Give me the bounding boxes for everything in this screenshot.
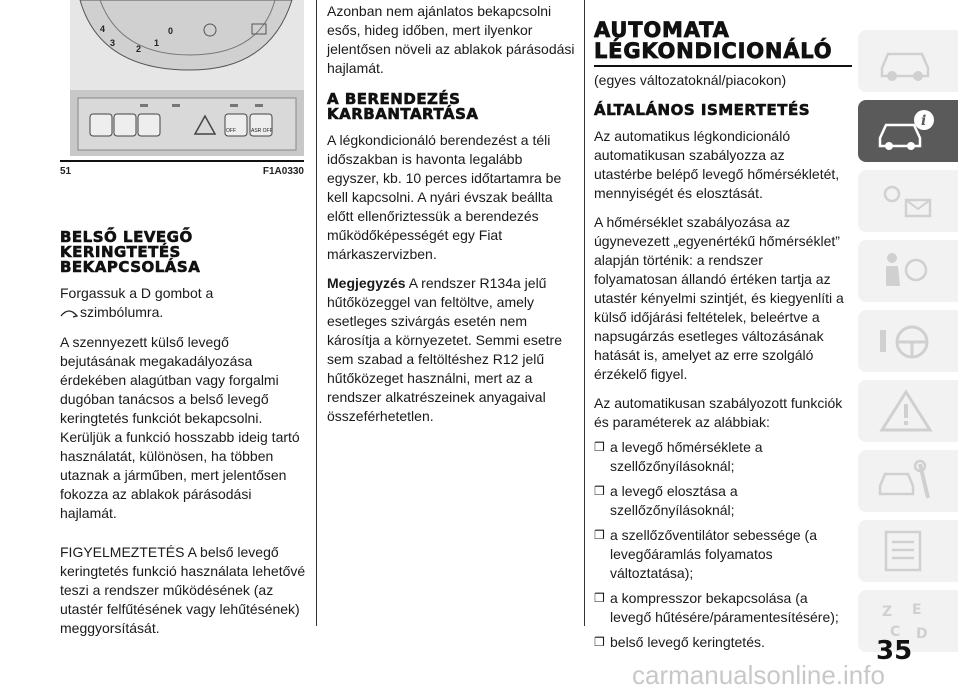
tab-maintenance[interactable] [858, 450, 958, 512]
heading-maintenance: A BERENDEZÉS KARBANTARTÁSA [327, 90, 479, 123]
figure-ref: 51 [60, 166, 72, 177]
warning-triangle-icon [876, 388, 936, 434]
dashboard-photo [70, 0, 304, 156]
paragraph-maintenance: A légkondicionáló berendezést a téli időszakban is havonta legalább egyszer, kb. 10 perces időtartamra be kell kapcsolni. A nyári évszak beállta előtt ellenőriztessük a berendezés működőképességét egy Fiat márkaszervizben. [327, 132, 562, 262]
svg-text:D: D [916, 626, 928, 642]
tab-technical-data[interactable] [858, 520, 958, 582]
paragraph-general-1: Az automatikus légkondicionáló automatikusan szabályozza az utastérbe belépő levegő hőmérsékletét, mennyiségét és elosztását. [594, 128, 840, 201]
light-envelope-icon [876, 178, 936, 224]
paragraph-functions-intro: Az automatikusan szabályozott funkciók és paraméterek az alábbiak: [594, 395, 843, 430]
gauge-label-2: 2 [136, 44, 142, 54]
page-number: 35 [876, 636, 913, 666]
heading-recirculation: BELSŐ LEVEGŐ KERINGTETÉS BEKAPCSOLÁSA [60, 228, 201, 276]
watermark: carmanualsonline.info [632, 660, 885, 690]
svg-text:E: E [912, 602, 922, 618]
paragraph-recirc-intro: Forgassuk a D gombot a szimbólumra. [60, 284, 308, 323]
tab-emergency[interactable] [858, 380, 958, 442]
column-divider-right [584, 0, 585, 626]
svg-text:Z: Z [882, 604, 893, 620]
recirculation-icon [60, 304, 80, 323]
dashboard-illustration-icon [70, 0, 304, 156]
tab-car-info[interactable] [858, 100, 958, 162]
gauge-label-4: 4 [100, 24, 106, 34]
steering-wheel-icon [876, 318, 936, 364]
list-item: ❒ a levegő hőmérséklete a szellőzőnyílásoknál; [594, 439, 763, 474]
subtitle-variants: (egyes változatoknál/piacokon) [594, 72, 787, 88]
car-info-icon [876, 108, 936, 154]
note-label: Megjegyzés [327, 275, 406, 291]
column-2 [327, 2, 577, 426]
off-label: OFF [226, 128, 236, 134]
car-icon [876, 38, 936, 84]
paragraph-humidity: Azonban nem ajánlatos bekapcsolni esős, hideg időben, mert ilyenkor jelentősen növeli az ablakok párásodási hajlamát. [327, 3, 575, 76]
tab-safety[interactable] [858, 240, 958, 302]
paragraph-general-2: A hőmérséklet szabályozása az úgynevezett „egyenértékű hőmérséklet” alapján történik: a rendszer folyamatosan állandó értéken tartja az utastér kényelmi szintjét, és kiegyenlíti a külső időjárási feltételek, beleértve a napsugárzás esetleges változásának hatását is, amelyet az erre szolgáló érzékelő figyel. [594, 214, 844, 382]
list-item: ❒ a szellőzőventilátor sebessége (a levegőáramlás folyamatos változtatása); [594, 527, 818, 581]
paragraph-warning: FIGYELMEZTETÉS A belső levegő keringtetés funkció használata lehetővé teszi a rendszer működésének (az utastér felfűtésének vagy lehűtésének) meggyorsítását. [60, 543, 306, 636]
gauge-label-0: 0 [168, 26, 174, 36]
column-3 [594, 20, 846, 658]
figure-rule [60, 160, 304, 162]
tab-driving[interactable] [858, 310, 958, 372]
paragraph-recirc-usage: A szennyezett külső levegő bejutásának megakadályozása érdekében alagútban vagy forgalmi dugóban tanácsos a belső levegő keringtetés funkciót bekapcsolni. Kerüljük a funkció hosszabb ideig tartó használatát, különösen, ha többen utaznak a járműben, mert jelentősen fokozza az ablakok párásodási hajlamát. [60, 333, 300, 521]
svg-text:C: C [890, 624, 901, 640]
column-divider-left [316, 0, 317, 626]
title-automatic-ac: AUTOMATA LÉGKONDICIONÁLÓ [594, 18, 833, 63]
svg-text:i: i [921, 113, 927, 129]
gauge-label-3: 3 [110, 38, 116, 48]
list-item: ❒ a levegő elosztása a szellőzőnyílásoknál; [594, 483, 738, 518]
tab-car-overview[interactable] [858, 30, 958, 92]
dashboard-figure [60, 0, 304, 188]
document-list-icon [876, 528, 936, 574]
chapter-sidebar [858, 30, 958, 660]
airbag-seat-icon [876, 248, 936, 294]
tab-lights-warnings[interactable] [858, 170, 958, 232]
asr-off-label: ASR OFF [251, 128, 273, 134]
column-1 [60, 0, 308, 638]
figure-code: F1A0330 [262, 166, 304, 177]
list-item: ❒ a kompresszor bekapcsolása (a levegő hűtésére/páramentesítésére); [594, 590, 839, 625]
heading-general: ÁLTALÁNOS ISMERTETÉS [594, 101, 811, 119]
car-wrench-icon [876, 458, 936, 504]
gauge-label-1: 1 [154, 38, 160, 48]
paragraph-note: Megjegyzés A rendszer R134a jelű hűtőközeggel van feltöltve, amely esetleges szivárgás esetén nem károsítja a környezetet. Semmi esetre sem szabad a feltöltéshez R12 jelű hűtőközeget használni, mert az a rendszer alkatrészeinek anyagaival összeférhetetlen. [327, 275, 562, 424]
list-item: ❒ belső levegő keringtetés. [594, 634, 765, 650]
